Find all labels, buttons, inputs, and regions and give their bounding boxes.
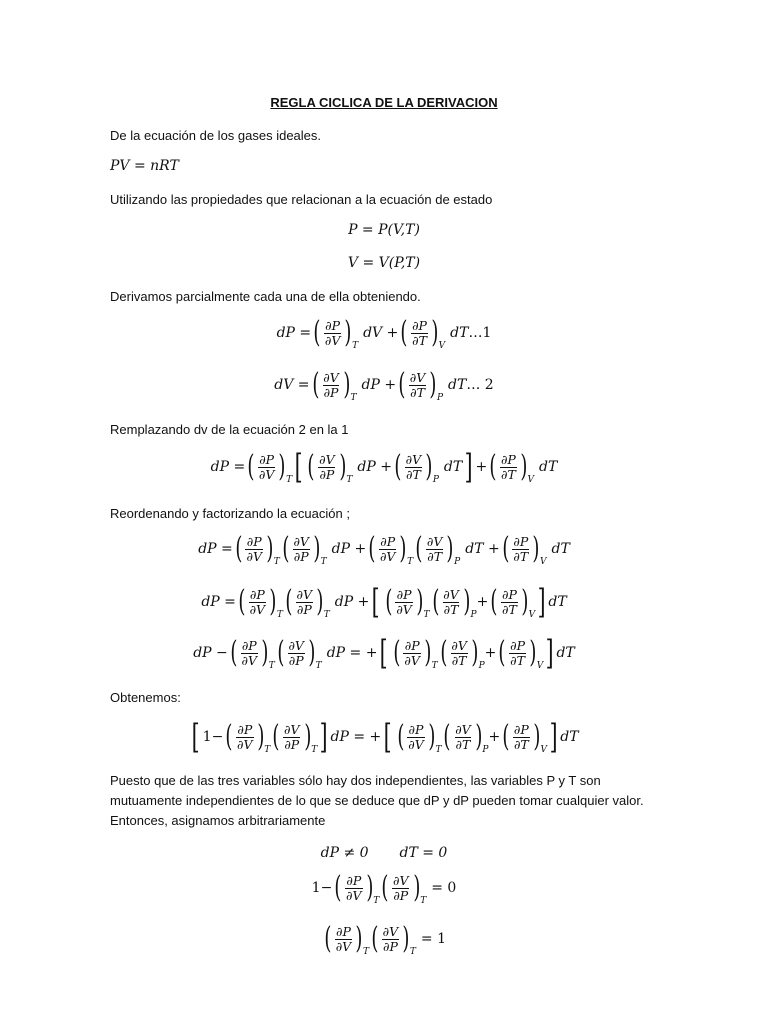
result-one-rhs: = 1 — [420, 931, 446, 947]
equation-result-zero: 1 − ( $\frac{\partial P}{\partial V}$ ) $_T$ ( $\frac{\partial V}{\partial P}$ ) $_T$ = 0 — [311, 870, 457, 906]
paragraph-obtain: Obtenemos: — [110, 690, 181, 705]
paragraph-substitution: Remplazando dv de la ecuación 2 en la 1 — [110, 422, 349, 437]
equation-conditions — [0, 845, 768, 861]
paragraph-ideal-gas-intro: De la ecuación de los gases ideales. — [110, 128, 322, 143]
equation-1-label: …1 — [468, 325, 492, 341]
equation-1: dP = ( $\frac{\partial P}{\partial V}$ ) $_T$ dV + ( $\frac{\partial P}{\partial T}$ ) $_V$ dT …1 — [276, 315, 492, 351]
equation-substitution: dP = ( $\frac{\partial P}{\partial V}$ ) $_T$ [ ( $\frac{\partial V}{\partial P}$ ) $_T$ dP + ( $\frac{\partial V}{\partial T}$ ) $_P$ dT ] + ( $\frac{\partial P}{\partial T}$ ) $_V$ dT — [210, 447, 558, 487]
equation-reorder-a: dP = ( $\frac{\partial P}{\partial V}$ ) $_T$ ( $\frac{\partial V}{\partial P}$ ) $_T$ dP + ( $\frac{\partial P}{\partial V}$ ) $_T$ ( $\frac{\partial V}{\partial T}$ ) $_P$ dT + ( $\frac{\partial P}{\partial T}$ ) $_V$ dT — [198, 531, 570, 567]
equation-ideal-gas: PV = nRT — [110, 158, 179, 174]
equation-2-label: … 2 — [466, 377, 494, 393]
equation-result-one: ( $\frac{\partial P}{\partial V}$ ) $_T$ ( $\frac{\partial V}{\partial P}$ ) $_T$ = 1 — [324, 921, 446, 957]
paragraph-state-properties: Utilizando las propiedades que relacionan a la ecuación de estado — [110, 192, 493, 207]
document-title: REGLA CICLICA DE LA DERIVACION — [270, 95, 498, 110]
equation-2: dV = ( $\frac{\partial V}{\partial P}$ ) $_T$ dP + ( $\frac{\partial V}{\partial T}$ ) $_P$ dT … 2 — [274, 367, 494, 403]
paragraph-reorder: Reordenando y factorizando la ecuación ; — [110, 506, 350, 521]
equation-reorder-c: dP − ( $\frac{\partial P}{\partial V}$ ) $_T$ ( $\frac{\partial V}{\partial P}$ ) $_T$ dP = + [ ( $\frac{\partial P}{\partial V}$ ) $_T$ ( $\frac{\partial V}{\partial T}$ ) $_P$ + ( $\frac{\partial P}{\partial T}$ ) $_V$ ] dT — [193, 633, 575, 673]
equation-v-state: V = V(P,T) — [347, 255, 421, 271]
paragraph-independence-3: Entonces, asignamos arbitrariamente — [110, 813, 326, 828]
paragraph-independence-2: mutuamente independientes de lo que se deduce que dP y dP pueden tomar cualquier valor. — [110, 793, 644, 808]
paragraph-partial-derivatives: Derivamos parcialmente cada una de ella obteniendo. — [110, 289, 421, 304]
paragraph-independence-1: Puesto que de las tres variables sólo hay dos independientes, las variables P y T son — [110, 773, 601, 788]
equation-p-state: P = P(V,T) — [348, 222, 420, 238]
condition-dt: dT = 0 — [399, 845, 448, 861]
equation-obtained: [ 1 − ( $\frac{\partial P}{\partial V}$ ) $_T$ ( $\frac{\partial V}{\partial P}$ ) $_T$ ] dP = + [ ( $\frac{\partial P}{\partial V}$ ) $_T$ ( $\frac{\partial V}{\partial T}$ ) $_P$ + ( $\frac{\partial P}{\partial T}$ ) $_V$ ] dT — [192, 717, 579, 757]
equation-reorder-b: dP = ( $\frac{\partial P}{\partial V}$ ) $_T$ ( $\frac{\partial V}{\partial P}$ ) $_T$ dP + [ ( $\frac{\partial P}{\partial V}$ ) $_T$ ( $\frac{\partial V}{\partial T}$ ) $_P$ + ( $\frac{\partial P}{\partial T}$ ) $_V$ ] dT — [201, 582, 567, 622]
result-zero-rhs: = 0 — [431, 880, 457, 896]
condition-dp: dP ≠ 0 — [320, 845, 369, 861]
